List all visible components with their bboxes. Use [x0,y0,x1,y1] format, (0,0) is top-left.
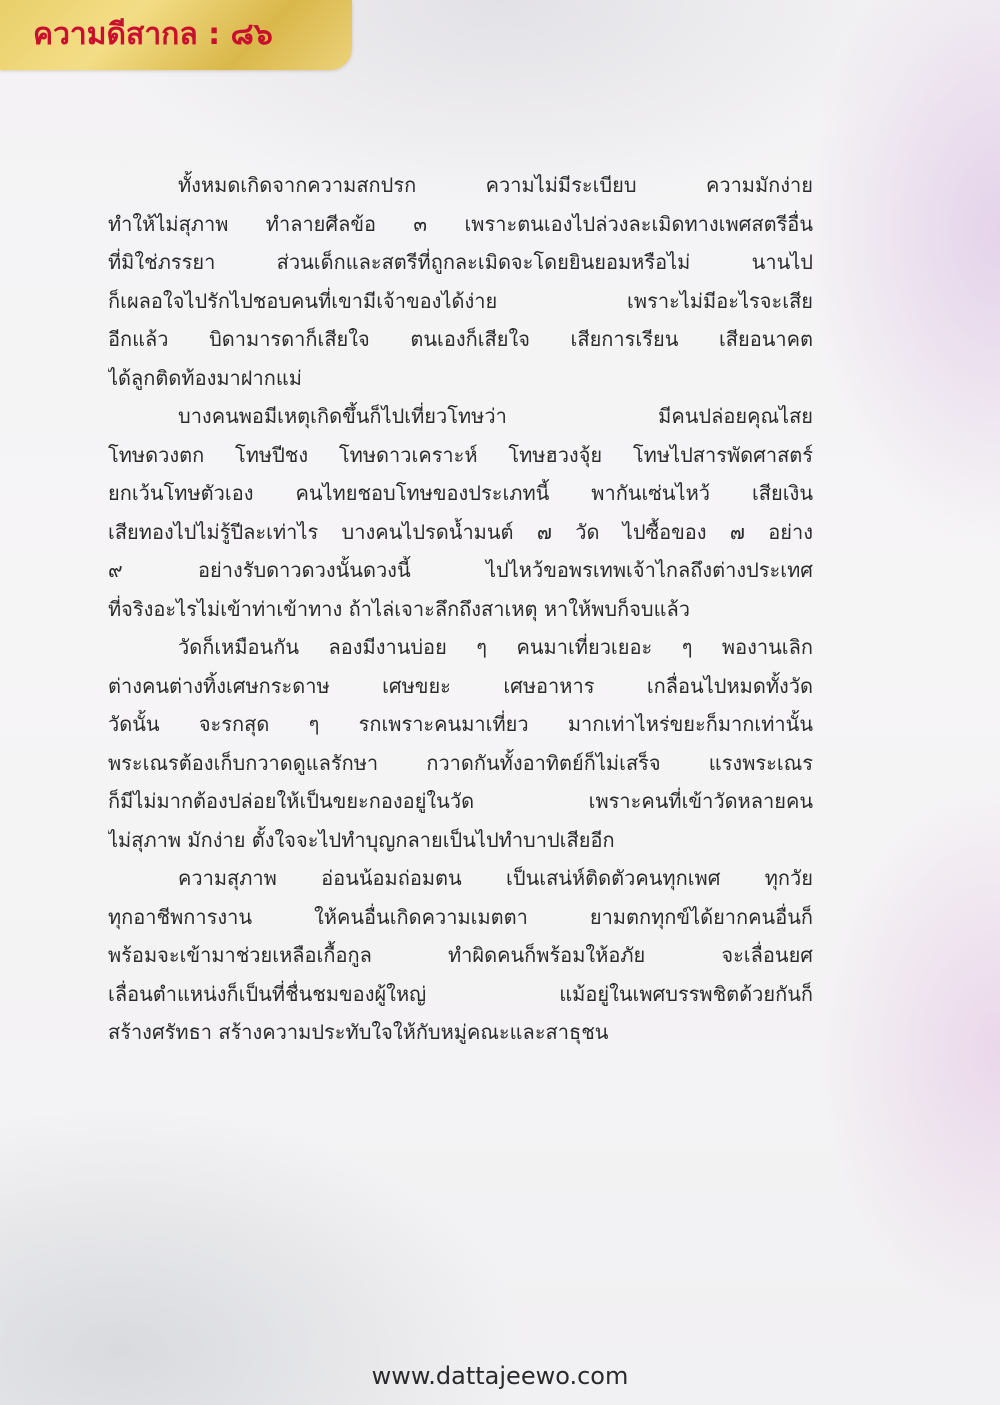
text-line: ทั้งหมดเกิดจากความสกปรก ความไม่มีระเบียบ ความมักง่าย [178,173,813,197]
text-line: ไม่สุภาพ มักง่าย ตั้งใจจะไปทำบุญกลายเป็นไปทำบาปเสียอีก [108,827,615,852]
text-line: ที่จริงอะไรไม่เข้าท่าเข้าทาง ถ้าไล่เจาะลึกถึงสาเหตุ หาให้พบก็จบแล้ว [108,596,691,621]
text-line: โทษดวงตก โทษปีชง โทษดาวเคราะห์ โทษฮวงจุ้ย โทษไปสารพัดศาสตร์ [108,442,813,467]
text-line: ที่มิใช่ภรรยา ส่วนเด็กและสตรีที่ถูกละเมิดจะโดยยินยอมหรือไม่ นานไป [108,250,813,274]
main-text [108,166,813,1052]
text-line: ทำให้ไม่สุภาพ ทำลายศีลข้อ ๓ เพราะตนเองไปล่วงละเมิดทางเพศสตรีอื่น [108,211,813,236]
text-line: วัดนั้น จะรกสุด ๆ รกเพราะคนมาเที่ยว มากเท่าไหร่ขยะก็มากเท่านั้น [108,712,813,736]
text-line: ทุกอาชีพการงาน ให้คนอื่นเกิดความเมตตา ยามตกทุกข์ได้ยากคนอื่นก็ [108,904,813,929]
text-line: ได้ลูกติดท้องมาฝากแม่ [108,365,302,390]
text-line: พระเณรต้องเก็บกวาดดูแลรักษา กวาดกันทั้งอาทิตย์ก็ไม่เสร็จ แรงพระเณร [108,750,813,775]
text-line: วัดก็เหมือนกัน ลองมีงานบ่อย ๆ คนมาเที่ยวเยอะ ๆ พองานเลิก [178,635,813,659]
text-line: สร้างศรัทธา สร้างความประทับใจให้กับหมู่คณะและสาธุชน [108,1020,609,1044]
text-line: บางคนพอมีเหตุเกิดขึ้นก็ไปเที่ยวโทษว่า มีคนปล่อยคุณไสย [178,404,813,428]
text-line: ก็มีไม่มากต้องปล่อยให้เป็นขยะกองอยู่ในวัด เพราะคนที่เข้าวัดหลายคน [108,789,813,813]
website-url: www.dattajeewo.com [371,1362,629,1390]
paragraph [108,397,813,628]
text-line: ก็เผลอใจไปรักไปชอบคนที่เขามีเจ้าของได้ง่าย เพราะไม่มีอะไรจะเสีย [108,288,813,313]
text-line: ต่างคนต่างทิ้งเศษกระดาษ เศษขยะ เศษอาหาร เกลื่อนไปหมดทั้งวัด [108,673,813,698]
text-line: ยกเว้นโทษตัวเอง คนไทยชอบโทษของประเภทนี้ พากันเซ่นไหว้ เสียเงิน [108,481,813,505]
text-line: พร้อมจะเข้ามาช่วยเหลือเกื้อกูล ทำผิดคนก็พร้อมให้อภัย จะเลื่อนยศ [108,943,813,967]
paragraph [108,628,813,859]
text-line: เสียทองไปไม่รู้ปีละเท่าไร บางคนไปรดน้ำมนต์ ๗ วัด ไปซื้อของ ๗ อย่าง [108,519,813,544]
paragraph [108,859,813,1052]
paragraph [108,166,813,397]
page-title: ความดีสากล : ๘๖ [33,17,273,52]
text-line: ความสุภาพ อ่อนน้อมถ่อมตน เป็นเสน่ห์ติดตัวคนทุกเพศ ทุกวัย [178,866,813,890]
text-line: ๙ อย่างรับดาวดวงนั้นดวงนี้ ไปไหว้ขอพรเทพเจ้าไกลถึงต่างประเทศ [108,558,813,582]
chapter-tab [0,0,352,70]
text-line: เลื่อนตำแหน่งก็เป็นที่ชื่นชมของผู้ใหญ่ แม้อยู่ในเพศบรรพชิตด้วยกันก็ [108,981,813,1006]
text-line: อีกแล้ว บิดามารดาก็เสียใจ ตนเองก็เสียใจ เสียการเรียน เสียอนาคต [108,327,813,351]
